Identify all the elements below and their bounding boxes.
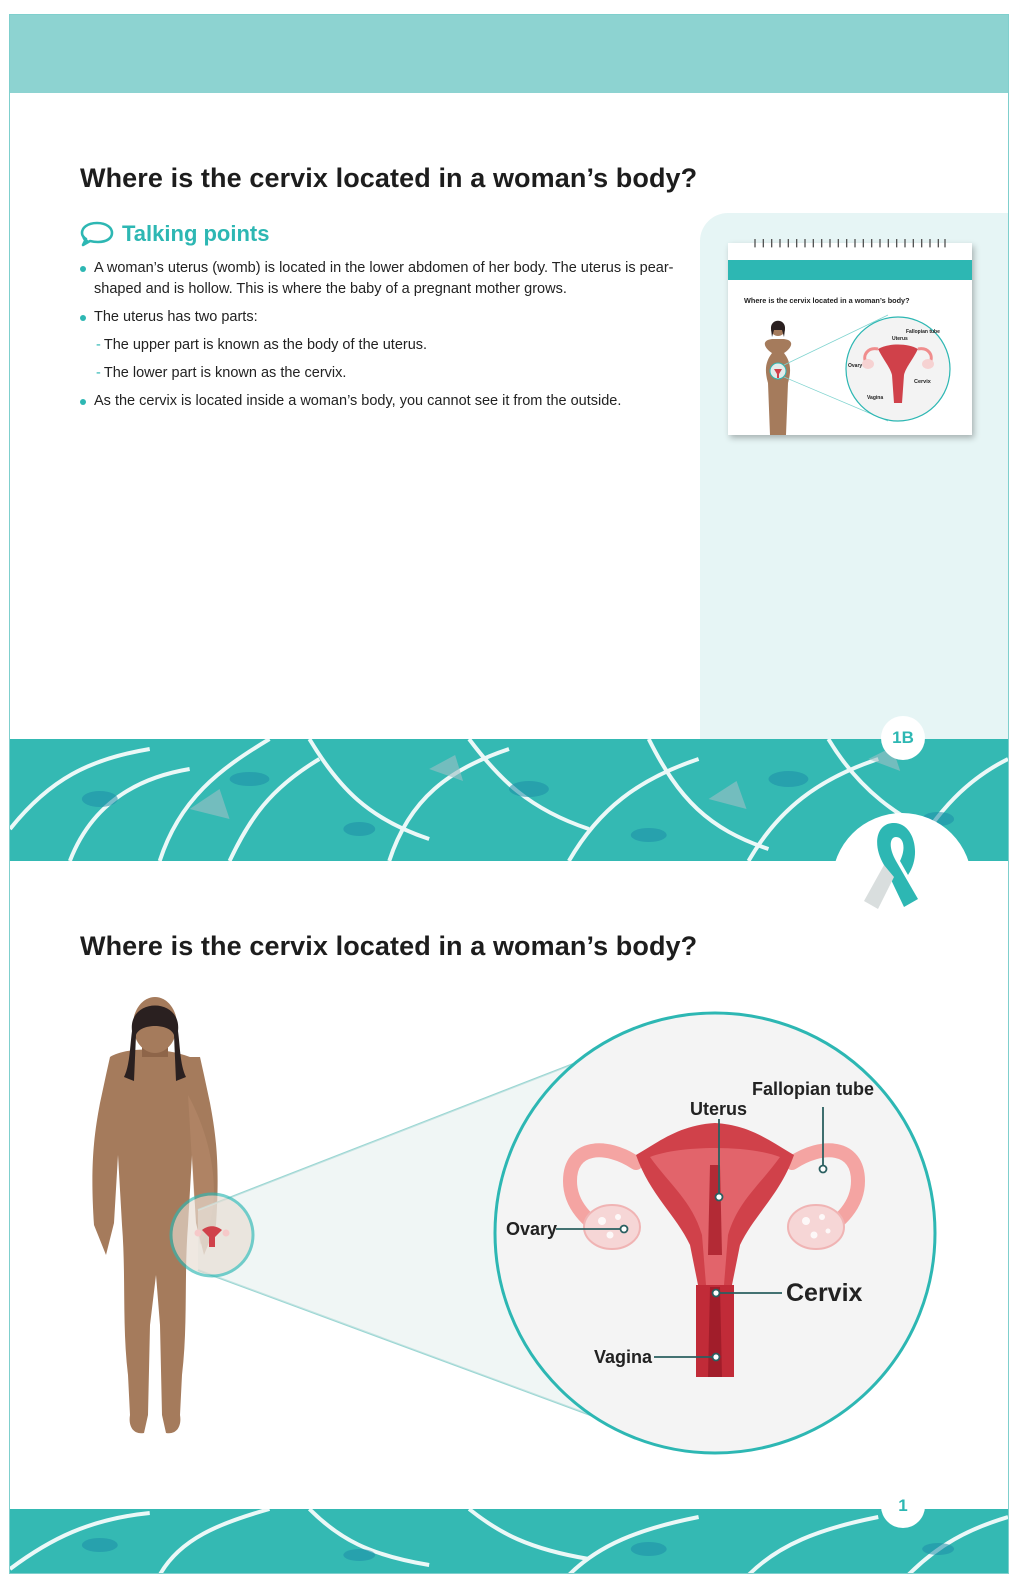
sub-item-text: The lower part is known as the cervix. [103,365,347,381]
header-band [10,15,1008,93]
thumb-label-ovary: Ovary [848,363,863,369]
list-item: As the cervix is located inside a woman’s body, you cannot see it from the outside. [80,391,680,412]
page-title-talking-points: Where is the cervix located in a woman’s body? [80,163,698,193]
list-item: A woman’s uterus (womb) is located in the lower abdomen of her body. The uterus is pear-shaped and is hollow. This is where the baby of a pregnant mother grows. [80,258,680,300]
talking-points-heading [80,221,269,247]
decorative-pattern-band-bottom [10,1509,1008,1574]
thumb-label-fallopian-tube: Fallopian tube [906,329,940,335]
label-ovary: Ovary [506,1219,558,1239]
label-uterus: Uterus [690,1099,748,1119]
thumb-label-uterus: Uterus [892,336,908,342]
list-item: - The upper part is known as the body of the uterus. [96,337,428,353]
label-fallopian-tube: Fallopian tube [752,1079,875,1099]
thumbnail-illustration [728,303,972,435]
page-number-badge: 1 [881,1484,925,1528]
page-title-illustration: Where is the cervix located in a woman’s body? [80,931,698,961]
anatomy-diagram [10,995,1009,1465]
page-frame [9,14,1009,1574]
talking-points-label: Talking points [122,221,270,246]
label-cervix: Cervix [786,1279,863,1307]
thumbnail-band [728,260,972,280]
awareness-ribbon-icon [848,815,938,925]
flipchart-thumbnail [728,243,972,435]
list-item: - The lower part is known as the cervix. [96,365,347,381]
page-badge: 1B [881,716,925,760]
spiral-binding [732,239,968,249]
thumbnail-title: Where is the cervix located in a woman’s body? [744,296,910,305]
speech-bubble-icon [80,221,114,247]
sub-item-text: The upper part is known as the body of the uterus. [103,337,428,353]
thumb-label-vagina: Vagina [867,395,884,401]
thumb-label-cervix: Cervix [914,379,931,385]
list-item: The uterus has two parts: [80,307,680,328]
label-vagina: Vagina [594,1347,653,1367]
talking-points-list [80,258,680,419]
